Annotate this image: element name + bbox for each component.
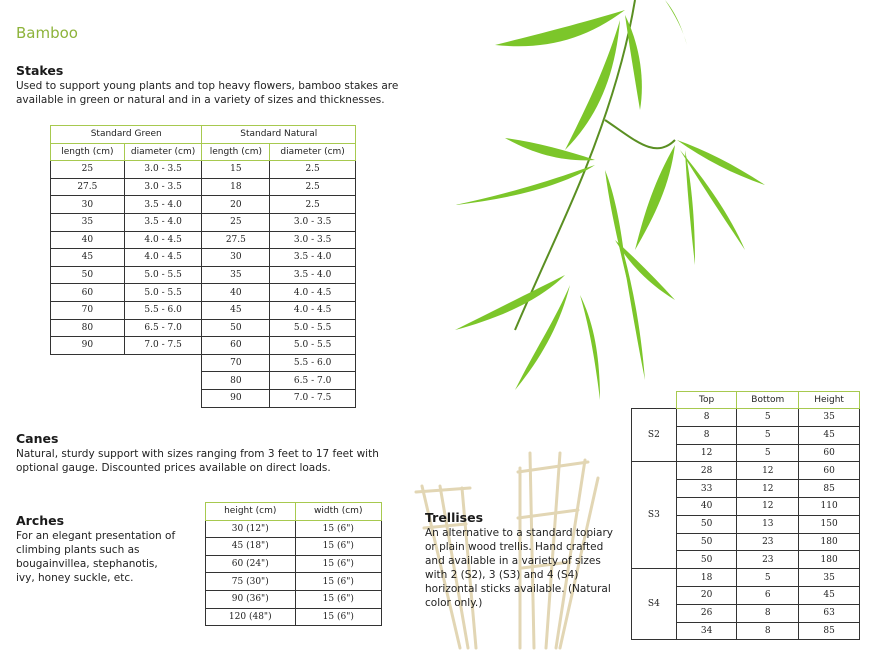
table-cell: 30 <box>202 249 270 267</box>
table-cell: 80 <box>51 319 125 337</box>
table-cell: 27.5 <box>202 231 270 249</box>
table-cell: 5 <box>737 426 799 444</box>
table-row <box>51 319 356 337</box>
arches-table <box>205 502 382 626</box>
table-cell: 30 <box>51 196 125 214</box>
arches-heading: Arches <box>16 513 65 528</box>
table-cell: 15 (6") <box>295 555 382 573</box>
table-cell: 45 (18") <box>206 538 296 556</box>
table-cell: 4.0 - 4.5 <box>124 231 202 249</box>
table-row <box>206 520 382 538</box>
trellises-description: An alternative to a standard topiary or plain wood trellis. Hand crafted and available in a variety of sizes with 2 (S2), 3 (S3) and 4 (S4) horizontal sticks available. (Natural color only.) <box>425 527 614 609</box>
table-cell: 20 <box>202 196 270 214</box>
table-cell: 25 <box>51 161 125 179</box>
table-cell: 5 <box>737 569 799 587</box>
stakes-table <box>50 125 356 408</box>
table-cell: 12 <box>737 462 799 480</box>
table-cell: 45 <box>799 586 860 604</box>
table-cell: 23 <box>737 551 799 569</box>
empty-cell <box>51 389 125 407</box>
table-cell: 60 <box>51 284 125 302</box>
column-header: length (cm) <box>202 143 270 161</box>
size-group-label: S2 <box>632 409 677 462</box>
table-cell: 40 <box>202 284 270 302</box>
table-row <box>632 409 860 427</box>
table-cell: 15 (6") <box>295 590 382 608</box>
table-row <box>51 231 356 249</box>
table-cell: 40 <box>676 497 737 515</box>
table-cell: 45 <box>799 426 860 444</box>
table-cell: 8 <box>676 426 737 444</box>
empty-cell <box>124 372 202 390</box>
table-cell: 12 <box>737 480 799 498</box>
table-cell: 40 <box>51 231 125 249</box>
trellis-table <box>631 391 860 640</box>
table-cell: 6.5 - 7.0 <box>270 372 356 390</box>
table-cell: 3.5 - 4.0 <box>124 213 202 231</box>
table-cell: 45 <box>202 301 270 319</box>
table-cell: 35 <box>799 569 860 587</box>
table-cell: 150 <box>799 515 860 533</box>
table-cell: 6 <box>737 586 799 604</box>
table-row <box>206 608 382 626</box>
table-cell: 15 (6") <box>295 538 382 556</box>
table-row <box>51 178 356 196</box>
size-group-label: S3 <box>632 462 677 569</box>
table-cell: 12 <box>676 444 737 462</box>
column-header: diameter (cm) <box>270 143 356 161</box>
trellises-heading: Trellises <box>425 510 484 525</box>
stakes-description: Used to support young plants and top heavy flowers, bamboo stakes are available in green or natural and in a variety of sizes and thicknesses. <box>16 80 399 106</box>
column-header: diameter (cm) <box>124 143 202 161</box>
canes-heading: Canes <box>16 431 59 446</box>
table-cell: 4.0 - 4.5 <box>270 301 356 319</box>
table-cell: 3.5 - 4.0 <box>270 266 356 284</box>
empty-cell <box>124 354 202 372</box>
table-cell: 26 <box>676 604 737 622</box>
table-cell: 18 <box>676 569 737 587</box>
column-header: Bottom <box>737 392 799 409</box>
table-cell: 6.5 - 7.0 <box>124 319 202 337</box>
table-cell: 2.5 <box>270 161 356 179</box>
table-row <box>51 354 356 372</box>
table-row <box>632 569 860 587</box>
table-row <box>206 590 382 608</box>
stakes-heading: Stakes <box>16 63 64 78</box>
column-header: Top <box>676 392 737 409</box>
table-cell: 33 <box>676 480 737 498</box>
table-cell: 5 <box>737 444 799 462</box>
table-row <box>632 462 860 480</box>
table-row <box>206 555 382 573</box>
table-cell: 13 <box>737 515 799 533</box>
table-row <box>51 372 356 390</box>
table-cell: 30 (12") <box>206 520 296 538</box>
table-cell: 90 (36") <box>206 590 296 608</box>
empty-cell <box>51 354 125 372</box>
table-cell: 20 <box>676 586 737 604</box>
table-cell: 50 <box>51 266 125 284</box>
table-row <box>51 161 356 179</box>
table-cell: 35 <box>51 213 125 231</box>
table-cell: 8 <box>737 604 799 622</box>
table-cell: 4.0 - 4.5 <box>124 249 202 267</box>
table-cell: 15 (6") <box>295 608 382 626</box>
column-header: Height <box>799 392 860 409</box>
table-cell: 110 <box>799 497 860 515</box>
table-cell: 3.0 - 3.5 <box>124 161 202 179</box>
table-cell: 5.5 - 6.0 <box>124 301 202 319</box>
table-row <box>51 301 356 319</box>
table-cell: 15 (6") <box>295 520 382 538</box>
table-cell: 120 (48") <box>206 608 296 626</box>
table-cell: 12 <box>737 497 799 515</box>
page-title: Bamboo <box>16 24 78 42</box>
table-cell: 50 <box>202 319 270 337</box>
table-cell: 5.0 - 5.5 <box>124 284 202 302</box>
table-cell: 3.0 - 3.5 <box>270 231 356 249</box>
table-cell: 34 <box>676 622 737 640</box>
table-cell: 2.5 <box>270 196 356 214</box>
arches-description: For an elegant presentation of climbing plants such as bougainvillea, stephanotis, ivy, honey suckle, etc. <box>16 530 176 584</box>
table-cell: 180 <box>799 533 860 551</box>
table-cell: 85 <box>799 480 860 498</box>
table-row <box>51 213 356 231</box>
table-row <box>206 573 382 591</box>
empty-cell <box>124 389 202 407</box>
table-cell: 45 <box>51 249 125 267</box>
table-cell: 90 <box>202 389 270 407</box>
table-cell: 27.5 <box>51 178 125 196</box>
table-cell: 60 <box>799 444 860 462</box>
table-cell: 5.0 - 5.5 <box>270 319 356 337</box>
table-cell: 50 <box>676 515 737 533</box>
table-row <box>51 196 356 214</box>
table-cell: 90 <box>51 337 125 355</box>
table-cell: 60 <box>799 462 860 480</box>
table-cell: 5.0 - 5.5 <box>124 266 202 284</box>
group-header-natural: Standard Natural <box>202 126 356 144</box>
table-cell: 60 (24") <box>206 555 296 573</box>
table-cell: 5 <box>737 409 799 427</box>
table-cell: 4.0 - 4.5 <box>270 284 356 302</box>
blank-corner <box>632 392 677 409</box>
column-header: length (cm) <box>51 143 125 161</box>
table-cell: 80 <box>202 372 270 390</box>
table-cell: 15 (6") <box>295 573 382 591</box>
column-header: width (cm) <box>295 503 382 521</box>
table-cell: 15 <box>202 161 270 179</box>
group-header-green: Standard Green <box>51 126 202 144</box>
table-row <box>51 389 356 407</box>
table-row <box>51 337 356 355</box>
table-cell: 70 <box>202 354 270 372</box>
table-cell: 7.0 - 7.5 <box>124 337 202 355</box>
table-cell: 3.5 - 4.0 <box>270 249 356 267</box>
table-cell: 3.0 - 3.5 <box>270 213 356 231</box>
table-cell: 60 <box>202 337 270 355</box>
table-cell: 50 <box>676 551 737 569</box>
table-cell: 75 (30") <box>206 573 296 591</box>
table-cell: 28 <box>676 462 737 480</box>
bamboo-leaves-image <box>455 0 785 400</box>
table-cell: 35 <box>799 409 860 427</box>
table-cell: 85 <box>799 622 860 640</box>
table-cell: 5.0 - 5.5 <box>270 337 356 355</box>
table-cell: 3.0 - 3.5 <box>124 178 202 196</box>
table-row <box>51 284 356 302</box>
table-cell: 5.5 - 6.0 <box>270 354 356 372</box>
table-row <box>51 266 356 284</box>
table-cell: 7.0 - 7.5 <box>270 389 356 407</box>
table-row <box>206 538 382 556</box>
table-cell: 8 <box>676 409 737 427</box>
table-cell: 18 <box>202 178 270 196</box>
table-cell: 23 <box>737 533 799 551</box>
table-cell: 8 <box>737 622 799 640</box>
table-cell: 35 <box>202 266 270 284</box>
table-cell: 63 <box>799 604 860 622</box>
table-cell: 70 <box>51 301 125 319</box>
table-cell: 2.5 <box>270 178 356 196</box>
table-cell: 50 <box>676 533 737 551</box>
table-row <box>51 249 356 267</box>
table-cell: 3.5 - 4.0 <box>124 196 202 214</box>
table-cell: 180 <box>799 551 860 569</box>
size-group-label: S4 <box>632 569 677 640</box>
canes-description: Natural, sturdy support with sizes ranging from 3 feet to 17 feet with optional gauge. Discounted prices available on direct loads. <box>16 448 379 474</box>
column-header: height (cm) <box>206 503 296 521</box>
empty-cell <box>51 372 125 390</box>
table-cell: 25 <box>202 213 270 231</box>
